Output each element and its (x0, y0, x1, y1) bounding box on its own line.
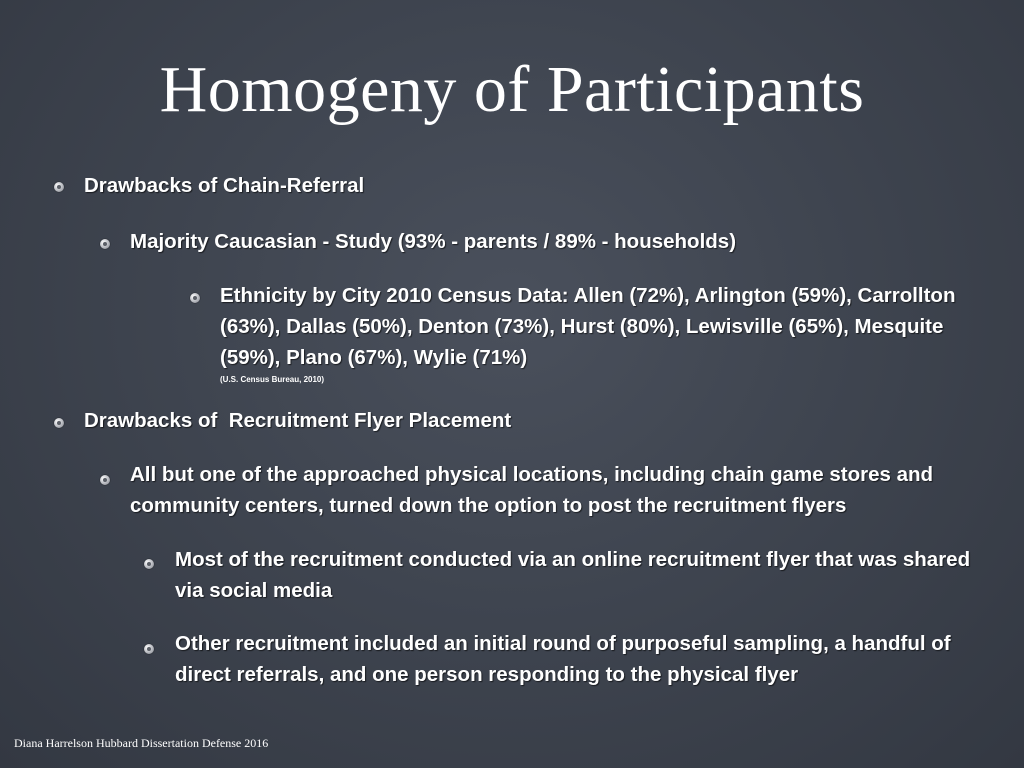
bullet-chain-referral: Drawbacks of Chain-Referral (84, 174, 365, 197)
footer-text: Diana Harrelson Hubbard Dissertation Defense 2016 (14, 736, 269, 750)
slide-title: Homogeny of Participants (159, 53, 865, 126)
bullet-other-recruitment: Other recruitment included an initial round of purposeful sampling, a handful of direct referrals, and one person responding to the physical flyer (175, 632, 951, 686)
bullet-online-recruitment: Most of the recruitment conducted via an online recruitment flyer that was shared via social media (175, 548, 971, 602)
census-source-citation: (U.S. Census Bureau, 2010) (220, 375, 325, 384)
bullet-ethnicity-census: Ethnicity by City 2010 Census Data: Allen (72%), Arlington (59%), Carrollton (63%), Dallas (50%), Denton (73%), Hurst (80%), Lewisville (65%), Mesquite (59%), Plano (67%), Wylie (71%) (220, 284, 956, 369)
bullet-physical-locations: All but one of the approached physical locations, including chain game stores and community centers, turned down the option to post the recruitment flyers (130, 463, 934, 517)
bullet-flyer-placement: Drawbacks of Recruitment Flyer Placement (84, 409, 512, 432)
bullet-majority-caucasian: Majority Caucasian - Study (93% - parents / 89% - households) (130, 230, 737, 253)
